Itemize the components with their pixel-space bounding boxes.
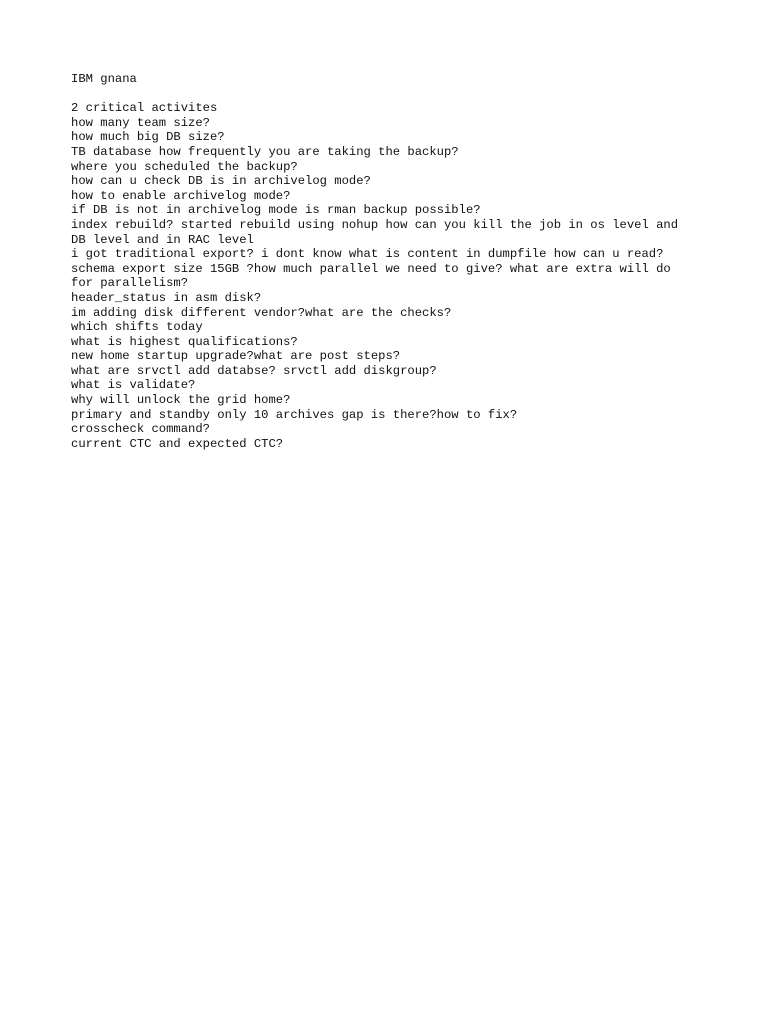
text-line: TB database how frequently you are taking the backup? [71,144,459,159]
text-line: index rebuild? started rebuild using nohup how can you kill the job in os level and [71,217,679,232]
text-line: how to enable archivelog mode? [71,188,291,203]
blank-line [71,87,711,102]
text-line: primary and standby only 10 archives gap is there?how to fix? [71,407,518,422]
text-line: DB level and in RAC level [71,232,254,247]
text-line: header_status in asm disk? [71,290,262,305]
text-line: where you scheduled the backup? [71,159,298,174]
text-line: how many team size? [71,115,210,130]
text-line: what are srvctl add databse? srvctl add diskgroup? [71,363,437,378]
text-line: why will unlock the grid home? [71,393,291,408]
text-line: i got traditional export? i dont know what is content in dumpfile how can u read? [71,247,664,262]
text-line: current CTC and expected CTC? [71,436,284,451]
document-text [71,72,711,451]
text-line: how much big DB size? [71,130,225,145]
text-line: what is validate? [71,378,196,393]
text-line: im adding disk different vendor?what are the checks? [71,305,452,320]
text-line: which shifts today [71,320,203,335]
text-line: crosscheck command? [71,422,210,437]
text-line: new home startup upgrade?what are post steps? [71,349,401,364]
document-title: IBM gnana [71,72,137,86]
text-line: 2 critical activites [71,101,218,116]
text-line: for parallelism? [71,276,189,291]
text-line: schema export size 15GB ?how much parallel we need to give? what are extra will do [71,261,671,276]
text-line: how can u check DB is in archivelog mode? [71,174,371,189]
text-line: what is highest qualifications? [71,334,298,349]
text-line: if DB is not in archivelog mode is rman backup possible? [71,203,481,218]
